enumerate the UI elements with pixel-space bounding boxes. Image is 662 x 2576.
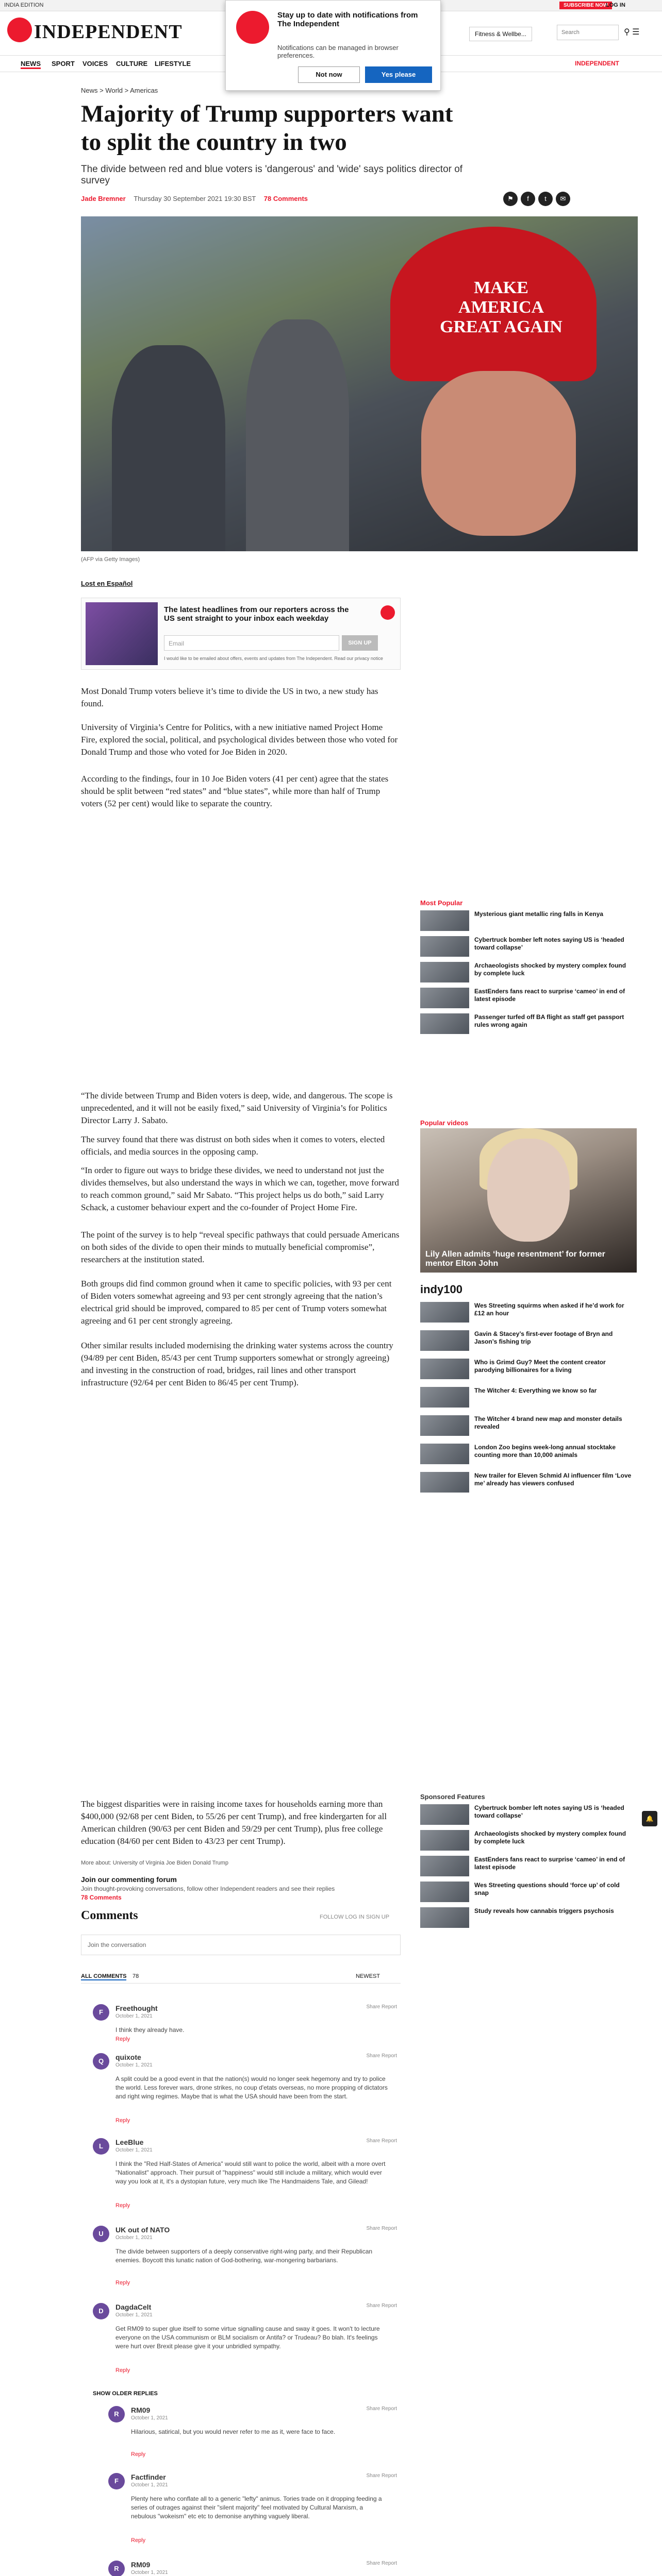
share-bar — [500, 192, 570, 206]
page-title: Majority of Trump supporters want to split the country in two — [81, 100, 453, 156]
comment-count-badge: 78 — [133, 1973, 139, 1979]
sponsored-item[interactable]: EastEnders fans react to surprise ‘cameo’ in end of latest episode — [420, 1855, 637, 1877]
notification-prompt — [225, 0, 441, 91]
reply-button[interactable]: Reply — [115, 2117, 130, 2124]
yes-please-button[interactable]: Yes please — [365, 66, 432, 83]
sort-dropdown[interactable]: NEWEST — [355, 1973, 380, 1979]
sponsored-item[interactable]: Cybertruck bomber left notes saying US is ‘headed toward collapse’ — [420, 1803, 637, 1826]
subscribe-button[interactable]: SUBSCRIBE NOW — [559, 2, 612, 9]
popular-videos-heading: Popular videos — [420, 1119, 469, 1127]
facebook-icon[interactable]: f — [521, 192, 535, 206]
photo-caption: (AFP via Getty Images) — [81, 556, 140, 563]
paragraph: The point of the survey is to help “reveal specific pathways that could persuade Americans on both sides of the divide to open their minds to mutually beneficial compromise”, researchers at the institution stated. — [81, 1230, 400, 1264]
comment: L LeeBlue October 1, 2021 I think the "Red Half-States of America" would still want to police the world, albeit with a more overt "Nationalist" approach. Their pursuit of "happiness" would still include a military, which would ever way you look at it, it's a dystopian future, very much like The Handmaidens Tale, and Gilead! Share Report Reply — [93, 2138, 397, 2215]
popular-item[interactable]: Cybertruck bomber left notes saying US is ‘headed toward collapse’ — [420, 935, 637, 958]
nav-sport[interactable]: SPORT — [52, 60, 75, 67]
popular-item[interactable]: Archaeologists shocked by mystery complex found by complete luck — [420, 961, 637, 984]
indy-item[interactable]: Wes Streeting squirms when asked if he’d work for £12 an hour — [420, 1301, 637, 1324]
nav-independent[interactable]: INDEPENDENT — [575, 60, 620, 67]
popular-item[interactable]: Mysterious giant metallic ring falls in Kenya — [420, 909, 637, 932]
comments-link[interactable]: 78 Comments — [263, 195, 308, 202]
author-link[interactable]: Jade Bremner — [81, 195, 126, 202]
comment-tabs — [81, 1968, 401, 1984]
paragraph: “The divide between Trump and Biden voters is deep, wide, and dangerous. The scope is unprecedented, and it will not be easily fixed,” said University of Virginia’s for Politics Director Larry J. Sabato. — [81, 1091, 393, 1125]
reply-button[interactable]: Reply — [115, 2036, 130, 2042]
nav-culture[interactable]: CULTURE — [116, 60, 148, 67]
popular-item[interactable]: Passenger turfed off BA flight as staff get passport rules wrong again — [420, 1012, 637, 1035]
video-caption: Lily Allen admits ‘huge resentment’ for former mentor Elton John — [425, 1250, 605, 1268]
paragraph: “In order to figure out ways to bridge these divides, we need to understand not just the divides themselves, but also understand the ways in which we can, together, move forward to reach common ground,” said Mr Sabato. “This project helps us do both,” said Larry Schack, a customer behaviour expert and the co-founder of Project Home Fire. — [81, 1165, 399, 1212]
twitter-icon[interactable]: t — [538, 192, 553, 206]
comment: R RM09 October 1, 2021 Hilarious, satirical, but you would never refer to me as it, were face to face. Share Report Reply — [108, 2406, 397, 2463]
indy-item[interactable]: London Zoo begins week-long annual stocktake counting more than 10,000 animals — [420, 1443, 637, 1465]
reply-button[interactable]: Reply — [131, 2451, 146, 2458]
video-player[interactable] — [420, 1128, 637, 1273]
reply-button[interactable]: Reply — [131, 2537, 146, 2544]
eagle-logo-icon[interactable] — [7, 18, 32, 42]
reply-button[interactable]: Reply — [115, 2367, 130, 2374]
popular-item[interactable]: EastEnders fans react to surprise ‘cameo’ in end of latest episode — [420, 987, 637, 1009]
topic-dropdown[interactable]: Fitness & Wellbe... — [469, 27, 532, 41]
signup-button[interactable]: SIGN UP — [342, 635, 378, 651]
paragraph: Both groups did find common ground when it came to specific policies, with 93 per cent of Biden voters somewhat agreeing and 93 per cent strongly agreeing that the nation’s electrical grid should be improved, compared to 85 per cent of Trump voters somewhat agreeing and 61 per cent strongly agreeing. — [81, 1279, 392, 1326]
indy-item[interactable]: The Witcher 4: Everything we know so far — [420, 1386, 637, 1409]
paragraph: The survey found that there was distrust on both sides when it comes to voters, elected officials, and media sources in the opposing camp. — [81, 1134, 385, 1157]
newsletter-consent[interactable]: I would like to be emailed about offers, events and updates from The Independent. Read our privacy notice — [164, 656, 383, 661]
lost-en-espanol-link[interactable]: Lost en Español — [81, 580, 133, 587]
breadcrumb[interactable]: News > World > Americas — [81, 87, 158, 94]
reply-button[interactable]: Reply — [115, 2202, 130, 2209]
paragraph: University of Virginia’s Centre for Politics, with a new initiative named Project Home Fire, explored the social, political, and psychological divides between those who voted for Donald Trump and those who voted for Joe Biden in 2020. — [81, 722, 398, 757]
notification-title: Stay up to date with notifications from The Independent — [277, 11, 418, 28]
comments-options[interactable]: FOLLOW LOG IN SIGN UP — [320, 1914, 390, 1920]
show-older-replies[interactable]: SHOW OLDER REPLIES — [93, 2391, 158, 2397]
nav-news[interactable]: NEWS — [21, 60, 41, 69]
paragraph: Other similar results included modernising the drinking water systems across the country (94/89 per cent Biden, 85/43 per cent Trump supporters somewhat or strongly agreeing) and investing in the construction of road, bridges, rail lines and other transport infrastructure (92/64 per cent Biden to 86/45 per cent Trump). — [81, 1341, 393, 1387]
reply-button[interactable]: Reply — [115, 2280, 130, 2286]
comments-title: Comments — [81, 1909, 138, 1922]
not-now-button[interactable]: Not now — [298, 66, 360, 83]
more-about[interactable]: More about: University of Virginia Joe Biden Donald Trump — [81, 1860, 228, 1866]
newsletter-title: The latest headlines from our reporters across the US sent straight to your inbox each weekday — [164, 605, 349, 623]
publish-date: Thursday 30 September 2021 19:30 BST — [134, 195, 256, 202]
notification-bell-icon[interactable]: 🔔 — [642, 1811, 657, 1826]
email-field[interactable]: Email — [164, 635, 339, 651]
indy-item[interactable]: Who is Grimd Guy? Meet the content creator parodying billionaires for a living — [420, 1358, 637, 1380]
comment: Q quixote October 1, 2021 A split could be a good event in that the nation(s) would no longer seek hegemony and try to police the world. Less forever wars, drone strikes, no coup d'etats overseas, no more propping of dictators and right wing regimes. Maybe that is what the USA should have been from the start. Share Report Reply — [93, 2053, 397, 2130]
indy100-logo[interactable]: indy100 — [420, 1283, 462, 1296]
eagle-icon — [236, 11, 269, 44]
comment: U UK out of NATO October 1, 2021 The divide between supporters of a deeply conservative right-wing party, and their Republican enemies. Boycott this lunatic nation of God-bothering, war-mongering barbarians. Share Report Reply — [93, 2226, 397, 2293]
nav-lifestyle[interactable]: LIFESTYLE — [155, 60, 191, 67]
bookmark-icon[interactable]: ⚑ — [503, 192, 518, 206]
notification-text: Notifications can be managed in browser preferences. — [277, 44, 399, 59]
paragraph: The biggest disparities were in raising income taxes for households earning more than $400,000 (92/68 per cent Biden, to 55/26 per cent Trump), and free kindergarten for all American children (90/63 per cent Biden and 59/29 per cent Trump), plus free college education (84/60 per cent Biden to 43/23 per cent Trump). — [81, 1799, 387, 1846]
newsletter-signup — [81, 598, 401, 670]
paragraph: According to the findings, four in 10 Joe Biden voters (41 per cent) agree that the states should be split between “red states” and “blue states”, while more than half of Trump voters (52 per cent) would like to separate the country. — [81, 774, 389, 808]
most-popular-heading: Most Popular — [420, 899, 463, 907]
sponsored-heading: Sponsored Features — [420, 1793, 485, 1801]
byline — [81, 195, 308, 202]
comment: F Freethought October 1, 2021 I think they already have. Share Report Reply — [93, 2004, 397, 2045]
join-conversation-input[interactable]: Join the conversation — [81, 1935, 401, 1955]
paragraph: Most Donald Trump voters believe it’s time to divide the US in two, a new study has found. — [81, 686, 378, 708]
standfirst: The divide between red and blue voters is 'dangerous' and 'wide' says politics director of survey — [81, 164, 463, 186]
sponsored-item[interactable]: Wes Streeting questions should ‘force up’ of cold snap — [420, 1880, 637, 1903]
edition-selector[interactable]: INDIA EDITION — [4, 2, 44, 8]
cap-text: MAKE AMERICA GREAT AGAIN — [440, 278, 562, 336]
nav-voices[interactable]: VOICES — [82, 60, 108, 67]
comment: F Factfinder October 1, 2021 Plenty here who conflate all to a generic "lefty" animus. Tories trade on it dropping feeding a series of outrages against their "silent majority" feel motivated by Cultural Marxism, a nebulous "wokeism" etc etc to demonise anything vaguely liberal. Share Report Reply — [108, 2473, 397, 2550]
article-photo — [81, 216, 638, 551]
sponsored-item[interactable]: Study reveals how cannabis triggers psychosis — [420, 1906, 637, 1929]
site-logo[interactable]: INDEPENDENT — [34, 21, 183, 43]
email-icon[interactable]: ✉ — [556, 192, 570, 206]
login-link[interactable]: LOG IN — [606, 2, 625, 8]
eagle-icon — [380, 605, 395, 620]
comment: D DagdaCelt October 1, 2021 Get RM09 to super glue itself to some virtue signalling cause and sway it goes. It won't to lecture everyone on the USA communism or BLM socialism or Antifa? or Trudeau? Bo blah. It's feelings were hurt over Brexit please give it your unbridled sympathy. Share Report Reply — [93, 2303, 397, 2380]
comment: R RM09 October 1, 2021 Share Report — [108, 2561, 397, 2576]
join-forum[interactable]: Join our commenting forum Join thought-provoking conversations, follow other Independent readers and see their replies 78 Comments — [81, 1875, 335, 1901]
search-input[interactable]: Search — [557, 25, 619, 40]
indy-item[interactable]: The Witcher 4 brand new map and monster details revealed — [420, 1414, 637, 1437]
newsletter-image — [86, 602, 158, 665]
tab-all-comments[interactable]: ALL COMMENTS — [81, 1973, 127, 1979]
sponsored-item[interactable]: Archaeologists shocked by mystery complex found by complete luck — [420, 1829, 637, 1852]
indy-item[interactable]: New trailer for Eleven Schmid AI influencer film ‘Love me’ already has viewers confused — [420, 1471, 637, 1494]
indy-item[interactable]: Gavin & Stacey’s first-ever footage of Bryn and Jason’s fishing trip — [420, 1329, 637, 1352]
search-icon[interactable]: ⚲ ☰ — [624, 28, 640, 37]
